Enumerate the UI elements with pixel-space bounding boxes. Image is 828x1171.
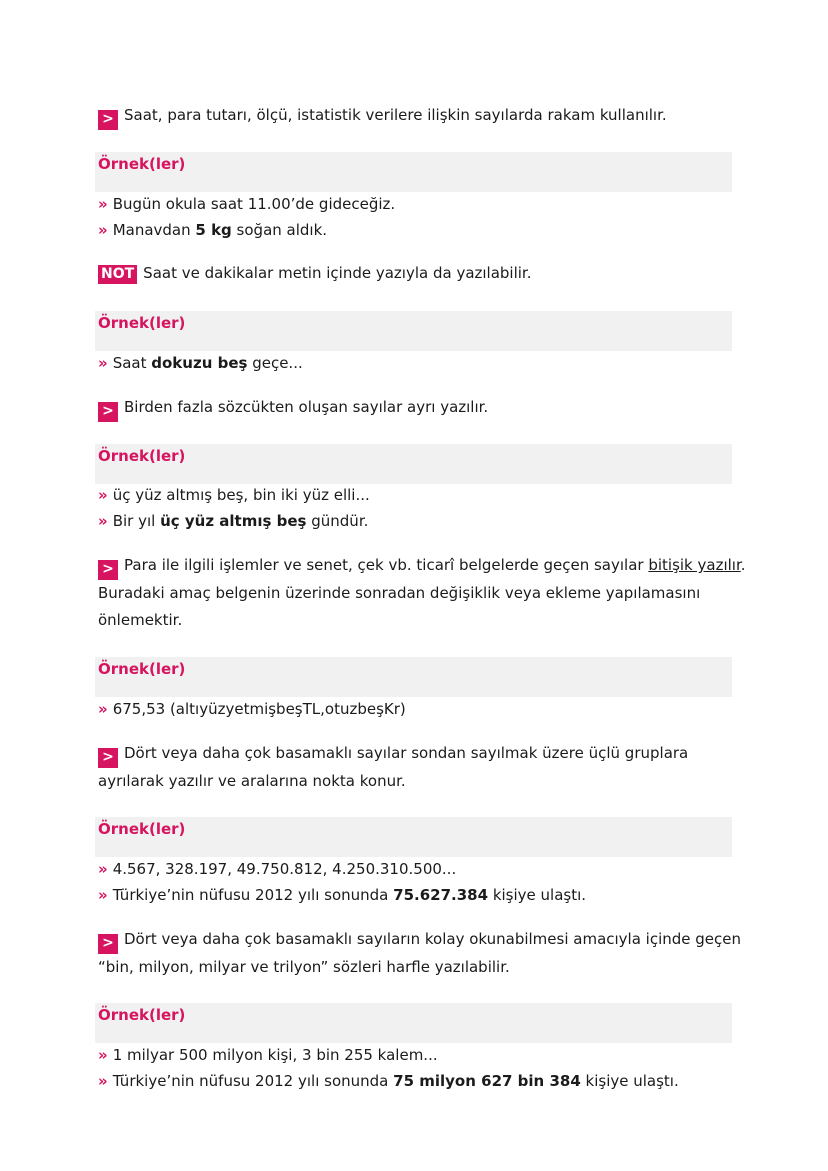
- bullet-icon: »: [98, 354, 108, 372]
- bullet-icon: »: [98, 1046, 108, 1064]
- example-list-3: [98, 482, 734, 534]
- example-bold: üç yüz altmış beş: [160, 512, 307, 530]
- rule-1: [98, 102, 734, 130]
- list-item: [98, 350, 734, 376]
- example-text: soğan aldık.: [231, 221, 328, 239]
- example-bold: dokuzu beş: [151, 354, 248, 372]
- bullet-icon: »: [98, 860, 108, 878]
- bullet-icon: »: [98, 221, 108, 239]
- example-text: üç yüz altmış beş, bin iki yüz elli...: [112, 486, 370, 504]
- bullet-icon: »: [98, 512, 108, 530]
- note-badge: NOT: [98, 265, 137, 284]
- example-list-4: [98, 696, 734, 722]
- example-heading: Örnek(ler): [98, 820, 186, 838]
- example-text: 675,53 (altıyüzyetmişbeşTL,otuzbeşKr): [112, 700, 406, 718]
- rule-3-text: Para ile ilgili işlemler ve senet, çek vb. ticarî belgelerde geçen sayılar: [124, 556, 649, 574]
- example-list-2: [98, 350, 734, 376]
- rule-5: [98, 926, 742, 981]
- bullet-icon: »: [98, 195, 108, 213]
- example-list-5: [98, 856, 734, 908]
- example-text: Bir yıl: [112, 512, 161, 530]
- list-item: [98, 191, 734, 217]
- list-item: [98, 856, 734, 882]
- bullet-icon: »: [98, 1072, 108, 1090]
- list-item: [98, 482, 734, 508]
- example-text: Saat: [112, 354, 152, 372]
- rule-1-text: Saat, para tutarı, ölçü, istatistik verilere ilişkin sayılarda rakam kullanılır.: [124, 106, 667, 124]
- rule-5-line-1: Dört veya daha çok basamaklı sayıların kolay okunabilmesi amacıyla içinde geçen: [124, 930, 742, 948]
- list-item: [98, 1068, 734, 1094]
- example-heading-bar: [95, 152, 732, 192]
- rule-3-line-3: önlemektir.: [98, 611, 183, 629]
- bullet-icon: »: [98, 486, 108, 504]
- example-heading: Örnek(ler): [98, 1006, 186, 1024]
- example-list-6: [98, 1042, 734, 1094]
- example-heading-bar: [95, 657, 732, 697]
- rule-marker-icon: >: [98, 402, 118, 422]
- example-heading-bar: [95, 817, 732, 857]
- example-text: 1 milyar 500 milyon kişi, 3 bin 255 kalem...: [112, 1046, 438, 1064]
- bullet-icon: »: [98, 886, 108, 904]
- bullet-icon: »: [98, 700, 108, 718]
- rule-marker-icon: >: [98, 560, 118, 580]
- list-item: [98, 217, 734, 243]
- example-heading-bar: [95, 311, 732, 351]
- list-item: [98, 882, 734, 908]
- example-text: kişiye ulaştı.: [580, 1072, 679, 1090]
- example-heading-bar: [95, 444, 732, 484]
- list-item: [98, 696, 734, 722]
- rule-3-line-2: Buradaki amaç belgenin üzerinde sonradan değişiklik veya ekleme yapılamasını: [98, 584, 701, 602]
- list-item: [98, 1042, 734, 1068]
- note-1: [98, 260, 734, 287]
- rule-2: [98, 394, 734, 422]
- note-1-text: Saat ve dakikalar metin içinde yazıyla da yazılabilir.: [143, 264, 532, 282]
- example-bold: 75 milyon 627 bin 384: [393, 1072, 581, 1090]
- rule-3-period: .: [740, 556, 746, 574]
- rule-2-text: Birden fazla sözcükten oluşan sayılar ayrı yazılır.: [124, 398, 489, 416]
- rule-5-line-2: “bin, milyon, milyar ve trilyon” sözleri harfle yazılabilir.: [98, 958, 510, 976]
- rule-marker-icon: >: [98, 110, 118, 130]
- example-text: Türkiye’nin nüfusu 2012 yılı sonunda: [112, 886, 394, 904]
- rule-4-line-2: ayrılarak yazılır ve aralarına nokta konur.: [98, 772, 406, 790]
- example-heading: Örnek(ler): [98, 447, 186, 465]
- rule-marker-icon: >: [98, 934, 118, 954]
- rule-4-line-1: Dört veya daha çok basamaklı sayılar sondan sayılmak üzere üçlü gruplara: [124, 744, 689, 762]
- example-text: kişiye ulaştı.: [488, 886, 587, 904]
- example-text: 4.567, 328.197, 49.750.812, 4.250.310.500...: [112, 860, 457, 878]
- example-text: Türkiye’nin nüfusu 2012 yılı sonunda: [112, 1072, 394, 1090]
- example-text: Manavdan: [112, 221, 196, 239]
- example-bold: 5 kg: [195, 221, 232, 239]
- example-bold: 75.627.384: [393, 886, 489, 904]
- example-text: gündür.: [306, 512, 369, 530]
- example-text: geçe...: [247, 354, 303, 372]
- example-heading: Örnek(ler): [98, 314, 186, 332]
- list-item: [98, 508, 734, 534]
- example-heading-bar: [95, 1003, 732, 1043]
- example-list-1: [98, 191, 734, 243]
- rule-3: [98, 552, 746, 634]
- rule-marker-icon: >: [98, 748, 118, 768]
- rule-3-underline: bitişik yazılır: [648, 556, 741, 574]
- rule-4: [98, 740, 734, 795]
- example-heading: Örnek(ler): [98, 660, 186, 678]
- example-text: Bugün okula saat 11.00’de gideceğiz.: [112, 195, 396, 213]
- example-heading: Örnek(ler): [98, 155, 186, 173]
